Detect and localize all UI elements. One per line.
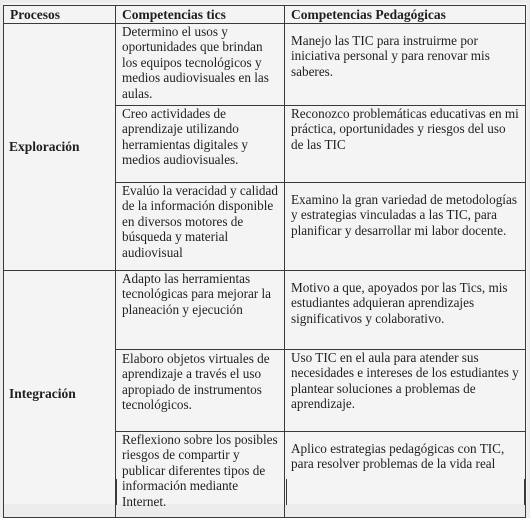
tic-cell: Elaboro objetos virtuales de aprendizaje a través el uso apropiado de instrumentos tecnológicos.	[116, 350, 285, 432]
table-row	[4, 24, 526, 106]
table-continuation	[3, 479, 525, 505]
table-row	[4, 271, 526, 350]
pedagogical-cell: Motivo a que, apoyados por las Tics, mis estudiantes adquieran aprendizajes significativos y colaborativo.	[285, 271, 526, 350]
competencies-table	[3, 5, 526, 518]
header-competencias-tics: Competencias tics	[116, 6, 285, 24]
header-procesos: Procesos	[4, 6, 116, 24]
tic-cell: Adapto las herramientas tecnológicas para mejorar la planeación y ejecución	[116, 271, 285, 350]
pedagogical-cell: Reconozco problemáticas educativas en mi práctica, oportunidades y riesgos del uso de las TIC	[285, 106, 526, 183]
pedagogical-cell: Aplico estrategias pedagógicas con TIC, para resolver problemas de la vida real	[285, 432, 526, 518]
tic-cell: Determino el usos y oportunidades que brindan los equipos tecnológicos y medios audiovisuales en las aulas.	[116, 24, 285, 106]
tic-cell: Evalúo la veracidad y calidad de la información disponible en diversos motores de búsqueda y material audiovisual	[116, 183, 285, 271]
pedagogical-cell: Manejo las TIC para instruirme por iniciativa personal y para renovar mis saberes.	[285, 24, 526, 106]
tic-cell: Creo actividades de aprendizaje utilizando herramientas digitales y medios audiovisuales.	[116, 106, 285, 183]
tic-cell: Reflexiono sobre los posibles riesgos de compartir y publicar diferentes tipos de información mediante Internet.	[116, 432, 285, 518]
process-exploracion: Exploración	[4, 24, 116, 271]
header-competencias-pedagogicas: Competencias Pedagógicas	[285, 6, 526, 24]
table-header-row	[4, 6, 526, 24]
pedagogical-cell: Uso TIC en el aula para atender sus necesidades e intereses de los estudiantes y plantear soluciones a problemas de aprendizaje.	[285, 350, 526, 432]
pedagogical-cell: Examino la gran variedad de metodologías y estrategias vinculadas a las TIC, para planificar y desarrollar mi labor docente.	[285, 183, 526, 271]
document-page	[3, 3, 527, 509]
continuation-cell	[4, 479, 117, 505]
continuation-cell	[117, 479, 287, 505]
process-integracion: Integración	[4, 271, 116, 518]
